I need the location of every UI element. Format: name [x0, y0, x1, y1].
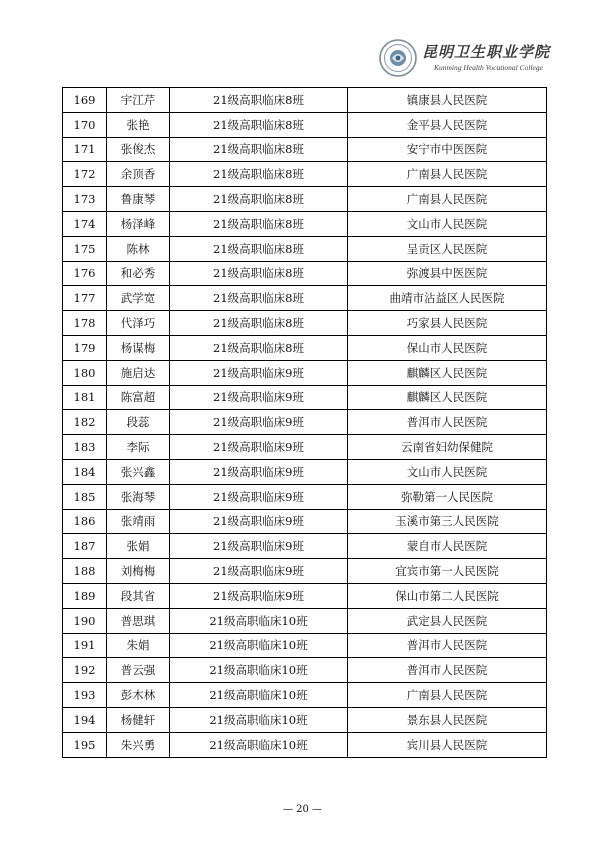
hospital-name-cell: 文山市人民医院	[348, 459, 547, 484]
student-name-cell: 和必秀	[107, 261, 170, 286]
class-name-cell: 21级高职临床8班	[170, 311, 348, 336]
table-row	[63, 583, 547, 608]
hospital-name-cell: 广南县人民医院	[348, 187, 547, 212]
class-name-cell: 21级高职临床10班	[170, 707, 348, 732]
class-name-cell: 21级高职临床8班	[170, 162, 348, 187]
hospital-name-cell: 宜宾市第一人民医院	[348, 559, 547, 584]
class-name-cell: 21级高职临床8班	[170, 137, 348, 162]
hospital-name-cell: 景东县人民医院	[348, 707, 547, 732]
hospital-name-cell: 广南县人民医院	[348, 162, 547, 187]
row-number-cell: 183	[63, 435, 107, 460]
class-name-cell: 21级高职临床9班	[170, 360, 348, 385]
table-row	[63, 658, 547, 683]
student-name-cell: 施启达	[107, 360, 170, 385]
student-name-cell: 刘梅梅	[107, 559, 170, 584]
row-number-cell: 189	[63, 583, 107, 608]
student-name-cell: 陈富超	[107, 385, 170, 410]
placement-table-body	[63, 88, 547, 758]
hospital-name-cell: 镇康县人民医院	[348, 88, 547, 113]
table-row	[63, 261, 547, 286]
table-row	[63, 137, 547, 162]
student-name-cell: 普思琪	[107, 608, 170, 633]
table-row	[63, 459, 547, 484]
student-name-cell: 张娟	[107, 534, 170, 559]
college-logo	[378, 38, 562, 80]
class-name-cell: 21级高职临床9班	[170, 435, 348, 460]
hospital-name-cell: 武定县人民医院	[348, 608, 547, 633]
table-row	[63, 633, 547, 658]
class-name-cell: 21级高职临床10班	[170, 683, 348, 708]
table-row	[63, 435, 547, 460]
hospital-name-cell: 保山市人民医院	[348, 335, 547, 360]
student-name-cell: 杨健轩	[107, 707, 170, 732]
hospital-name-cell: 宾川县人民医院	[348, 732, 547, 757]
class-name-cell: 21级高职临床9班	[170, 534, 348, 559]
hospital-name-cell: 云南省妇幼保健院	[348, 435, 547, 460]
student-name-cell: 段其省	[107, 583, 170, 608]
student-name-cell: 李际	[107, 435, 170, 460]
class-name-cell: 21级高职临床8班	[170, 112, 348, 137]
table-row	[63, 88, 547, 113]
student-name-cell: 杨谋梅	[107, 335, 170, 360]
hospital-name-cell: 安宁市中医医院	[348, 137, 547, 162]
table-row	[63, 236, 547, 261]
row-number-cell: 191	[63, 633, 107, 658]
class-name-cell: 21级高职临床9班	[170, 583, 348, 608]
class-name-cell: 21级高职临床8班	[170, 211, 348, 236]
table-row	[63, 112, 547, 137]
row-number-cell: 185	[63, 484, 107, 509]
student-name-cell: 张俊杰	[107, 137, 170, 162]
hospital-name-cell: 弥勒第一人民医院	[348, 484, 547, 509]
row-number-cell: 193	[63, 683, 107, 708]
hospital-name-cell: 文山市人民医院	[348, 211, 547, 236]
hospital-name-cell: 巧家县人民医院	[348, 311, 547, 336]
row-number-cell: 171	[63, 137, 107, 162]
row-number-cell: 172	[63, 162, 107, 187]
class-name-cell: 21级高职临床8班	[170, 236, 348, 261]
row-number-cell: 187	[63, 534, 107, 559]
row-number-cell: 186	[63, 509, 107, 534]
row-number-cell: 176	[63, 261, 107, 286]
table-row	[63, 608, 547, 633]
student-name-cell: 段蕊	[107, 410, 170, 435]
hospital-name-cell: 呈贡区人民医院	[348, 236, 547, 261]
school-name-chinese: 昆明卫生职业学院	[422, 43, 551, 61]
table-row	[63, 707, 547, 732]
school-name-english: Kunming Health Vocational College	[434, 63, 543, 72]
table-row	[63, 211, 547, 236]
class-name-cell: 21级高职临床9班	[170, 385, 348, 410]
row-number-cell: 173	[63, 187, 107, 212]
hospital-name-cell: 玉溪市第三人民医院	[348, 509, 547, 534]
table-row	[63, 385, 547, 410]
class-name-cell: 21级高职临床9班	[170, 484, 348, 509]
placement-table	[62, 87, 547, 758]
row-number-cell: 188	[63, 559, 107, 584]
hospital-name-cell: 保山市第二人民医院	[348, 583, 547, 608]
class-name-cell: 21级高职临床9班	[170, 410, 348, 435]
table-row	[63, 187, 547, 212]
row-number-cell: 181	[63, 385, 107, 410]
hospital-name-cell: 麒麟区人民医院	[348, 385, 547, 410]
row-number-cell: 178	[63, 311, 107, 336]
row-number-cell: 174	[63, 211, 107, 236]
table-row	[63, 286, 547, 311]
table-row	[63, 509, 547, 534]
student-name-cell: 余顶香	[107, 162, 170, 187]
row-number-cell: 184	[63, 459, 107, 484]
student-name-cell: 张兴鑫	[107, 459, 170, 484]
table-row	[63, 360, 547, 385]
class-name-cell: 21级高职临床9班	[170, 509, 348, 534]
student-name-cell: 张艳	[107, 112, 170, 137]
table-row	[63, 534, 547, 559]
student-name-cell: 张靖雨	[107, 509, 170, 534]
row-number-cell: 180	[63, 360, 107, 385]
table-row	[63, 162, 547, 187]
student-name-cell: 代泽巧	[107, 311, 170, 336]
hospital-name-cell: 广南县人民医院	[348, 683, 547, 708]
student-name-cell: 张海琴	[107, 484, 170, 509]
row-number-cell: 190	[63, 608, 107, 633]
hospital-name-cell: 普洱市人民医院	[348, 633, 547, 658]
college-emblem-icon	[378, 38, 418, 78]
student-name-cell: 朱娟	[107, 633, 170, 658]
hospital-name-cell: 普洱市人民医院	[348, 658, 547, 683]
class-name-cell: 21级高职临床8班	[170, 261, 348, 286]
class-name-cell: 21级高职临床8班	[170, 286, 348, 311]
class-name-cell: 21级高职临床8班	[170, 335, 348, 360]
student-name-cell: 杨泽峰	[107, 211, 170, 236]
row-number-cell: 169	[63, 88, 107, 113]
student-name-cell: 鲁康琴	[107, 187, 170, 212]
table-row	[63, 683, 547, 708]
student-name-cell: 宇江芹	[107, 88, 170, 113]
student-name-cell: 朱兴勇	[107, 732, 170, 757]
student-name-cell: 陈林	[107, 236, 170, 261]
table-row	[63, 732, 547, 757]
table-row	[63, 410, 547, 435]
row-number-cell: 192	[63, 658, 107, 683]
class-name-cell: 21级高职临床8班	[170, 88, 348, 113]
class-name-cell: 21级高职临床8班	[170, 187, 348, 212]
page-number: — 20 —	[282, 804, 323, 815]
class-name-cell: 21级高职临床10班	[170, 732, 348, 757]
row-number-cell: 179	[63, 335, 107, 360]
table-row	[63, 559, 547, 584]
student-name-cell: 武学宽	[107, 286, 170, 311]
student-name-cell: 彭木林	[107, 683, 170, 708]
row-number-cell: 175	[63, 236, 107, 261]
hospital-name-cell: 麒麟区人民医院	[348, 360, 547, 385]
row-number-cell: 194	[63, 707, 107, 732]
row-number-cell: 177	[63, 286, 107, 311]
class-name-cell: 21级高职临床10班	[170, 633, 348, 658]
class-name-cell: 21级高职临床9班	[170, 559, 348, 584]
row-number-cell: 182	[63, 410, 107, 435]
hospital-name-cell: 蒙自市人民医院	[348, 534, 547, 559]
class-name-cell: 21级高职临床9班	[170, 459, 348, 484]
table-row	[63, 335, 547, 360]
row-number-cell: 195	[63, 732, 107, 757]
hospital-name-cell: 金平县人民医院	[348, 112, 547, 137]
class-name-cell: 21级高职临床10班	[170, 608, 348, 633]
table-row	[63, 311, 547, 336]
class-name-cell: 21级高职临床10班	[170, 658, 348, 683]
hospital-name-cell: 曲靖市沾益区人民医院	[348, 286, 547, 311]
table-row	[63, 484, 547, 509]
hospital-name-cell: 弥渡县中医医院	[348, 261, 547, 286]
student-name-cell: 普云强	[107, 658, 170, 683]
row-number-cell: 170	[63, 112, 107, 137]
hospital-name-cell: 普洱市人民医院	[348, 410, 547, 435]
